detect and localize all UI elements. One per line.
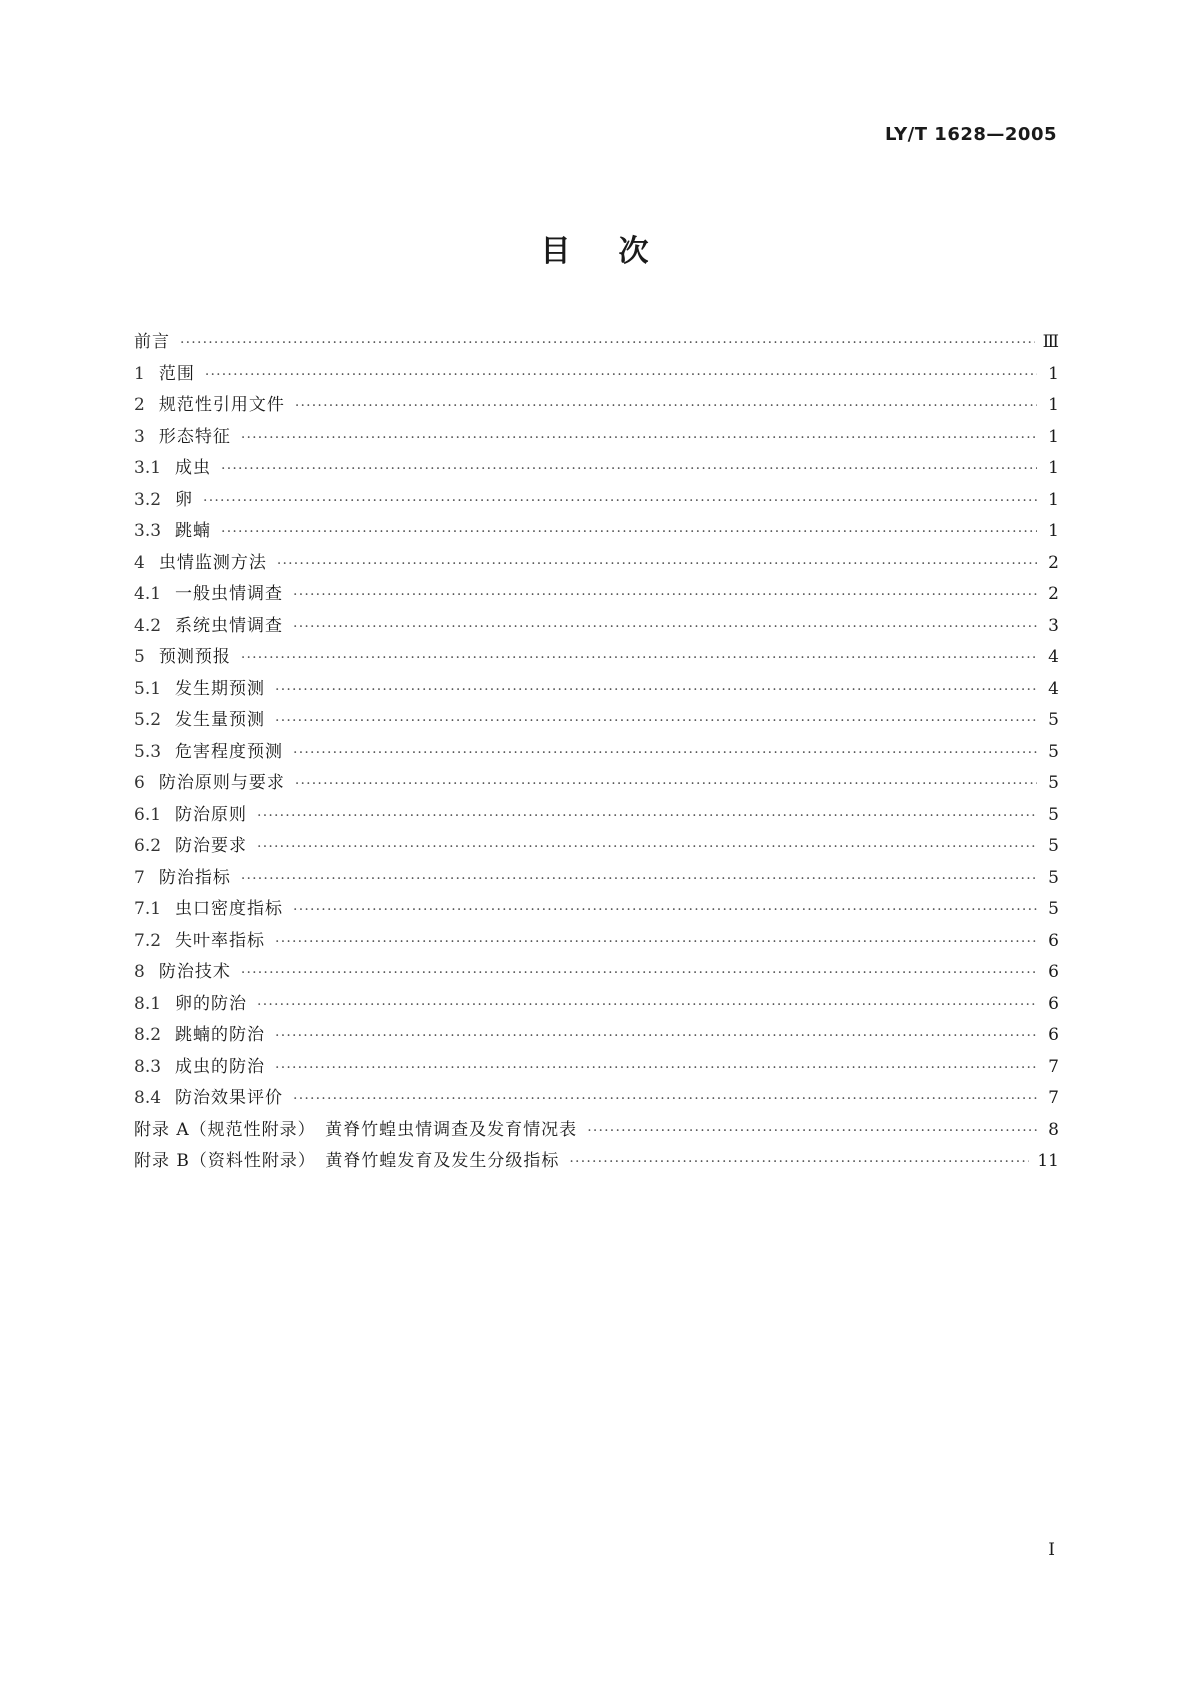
toc-entry-label: 卵的防治 (175, 993, 248, 1014)
toc-entry[interactable] (134, 579, 1059, 611)
toc-entry-label: 跳蝻 (175, 521, 212, 541)
dot-leader (221, 517, 1037, 549)
toc-entry[interactable] (134, 1052, 1059, 1084)
toc-entry-page: 1 (1048, 521, 1059, 541)
toc-entry-page: 7 (1048, 1056, 1059, 1077)
toc-entry-number: 4 (134, 552, 145, 573)
dot-leader (293, 738, 1037, 770)
toc-entry[interactable] (134, 642, 1059, 674)
toc-entry-number: 8.2 (134, 1025, 162, 1045)
toc-entry-page: 5 (1048, 836, 1059, 856)
toc-entry-number: 2 (134, 395, 145, 415)
page-title (0, 226, 1191, 270)
dot-leader (241, 643, 1037, 675)
toc-entry[interactable] (134, 957, 1059, 989)
dot-leader (293, 895, 1037, 927)
title-char-2: 次 (618, 234, 651, 269)
toc-entry-number: 3.1 (134, 458, 162, 478)
dot-leader (241, 958, 1037, 990)
toc-entry-number: 1 (134, 363, 145, 384)
toc-entry-label: 防治效果评价 (175, 1088, 284, 1108)
dot-leader (180, 328, 1035, 360)
toc-entry[interactable] (134, 926, 1059, 958)
dot-leader (295, 769, 1037, 801)
toc-entry-number: 3 (134, 426, 145, 447)
dot-leader (275, 1053, 1037, 1085)
toc-entry[interactable] (134, 894, 1059, 926)
toc-entry-label: 虫口密度指标 (175, 899, 284, 919)
toc-entry-label: 防治原则与要求 (158, 773, 285, 793)
toc-entry[interactable] (134, 390, 1059, 422)
toc-entry[interactable] (134, 611, 1059, 643)
toc-entry-number: 5.2 (134, 710, 162, 730)
toc-entry-number: 8.3 (134, 1056, 162, 1077)
toc-entry[interactable] (134, 831, 1059, 863)
toc-entry-page: 2 (1048, 552, 1059, 573)
toc-entry-page: 5 (1048, 773, 1059, 793)
toc-entry-label: 形态特征 (158, 426, 231, 447)
toc-entry[interactable] (134, 327, 1059, 359)
toc-entry-number: 4.1 (134, 584, 162, 604)
toc-entry-number: 7.2 (134, 930, 162, 951)
toc-entry-label: 规范性引用文件 (158, 395, 285, 415)
toc-entry-number: 7 (134, 867, 145, 888)
toc-entry-page: 7 (1048, 1088, 1059, 1108)
toc-entry-label: 卵 (175, 489, 194, 510)
toc-entry[interactable] (134, 674, 1059, 706)
dot-leader (221, 454, 1037, 486)
toc-entry-page: 3 (1048, 615, 1059, 636)
toc-entry-page: 1 (1048, 426, 1059, 447)
toc-entry-label: 预测预报 (158, 647, 231, 667)
toc-entry-label: 跳蝻的防治 (175, 1025, 266, 1045)
toc-entry[interactable] (134, 863, 1059, 895)
toc-entry-label: 前言 (134, 332, 170, 352)
dot-leader (293, 1084, 1037, 1116)
dot-leader (295, 391, 1037, 423)
page-number: I (1048, 1540, 1055, 1560)
toc-entry-page: 4 (1048, 678, 1059, 699)
dot-leader (257, 990, 1037, 1022)
title-char-1: 目 (540, 234, 573, 269)
toc-entry-number: 3.3 (134, 521, 162, 541)
toc-entry-page: 4 (1048, 647, 1059, 667)
toc-entry[interactable] (134, 705, 1059, 737)
toc-entry-label: 一般虫情调查 (175, 584, 284, 604)
dot-leader (241, 864, 1037, 896)
toc-entry-label: 系统虫情调查 (175, 615, 284, 636)
toc-entry-page: 6 (1048, 1025, 1059, 1045)
dot-leader (205, 360, 1037, 392)
toc-entry-page: 6 (1048, 930, 1059, 951)
dot-leader (275, 927, 1037, 959)
toc-entry-label: 附录 B（资料性附录） 黄脊竹蝗发育及发生分级指标 (134, 1151, 560, 1171)
toc-entry-number: 5.1 (134, 678, 162, 699)
toc-entry-page: 11 (1037, 1151, 1059, 1171)
toc-entry-page: 1 (1048, 458, 1059, 478)
toc-entry-label: 发生量预测 (175, 710, 266, 730)
toc-entry-label: 范围 (158, 363, 195, 384)
toc-entry-number: 8.1 (134, 993, 162, 1014)
toc-entry-page: 5 (1048, 741, 1059, 762)
dot-leader (275, 675, 1037, 707)
toc-entry-label: 虫情监测方法 (158, 552, 267, 573)
toc-entry[interactable] (134, 1020, 1059, 1052)
dot-leader (569, 1147, 1029, 1179)
toc-entry-number: 6.2 (134, 836, 162, 856)
toc-entry-page: 5 (1048, 804, 1059, 825)
toc-entry[interactable] (134, 989, 1059, 1021)
toc-entry-page: 6 (1048, 962, 1059, 982)
toc-entry-label: 失叶率指标 (175, 930, 266, 951)
toc-entry[interactable] (134, 516, 1059, 548)
toc-entry-page: 6 (1048, 993, 1059, 1014)
toc-entry[interactable] (134, 768, 1059, 800)
table-of-contents (134, 327, 1059, 1178)
dot-leader (257, 832, 1037, 864)
toc-entry-label: 防治指标 (158, 867, 231, 888)
toc-entry-label: 成虫的防治 (175, 1056, 266, 1077)
toc-entry[interactable] (134, 800, 1059, 832)
toc-entry-page: 5 (1048, 899, 1059, 919)
dot-leader (587, 1116, 1037, 1148)
toc-entry-label: 发生期预测 (175, 678, 266, 699)
toc-entry-page: 1 (1048, 395, 1059, 415)
dot-leader (277, 549, 1037, 581)
dot-leader (293, 612, 1037, 644)
toc-entry-page: 1 (1048, 363, 1059, 384)
toc-entry-number: 5.3 (134, 741, 162, 762)
toc-entry-number: 5 (134, 647, 145, 667)
toc-entry-label: 防治要求 (175, 836, 248, 856)
toc-entry[interactable] (134, 1083, 1059, 1115)
standard-number: LY/T 1628—2005 (884, 124, 1057, 145)
toc-entry-number: 7.1 (134, 899, 162, 919)
toc-entry[interactable] (134, 1146, 1059, 1178)
toc-entry-page: 5 (1048, 867, 1059, 888)
dot-leader (275, 706, 1037, 738)
toc-entry-number: 3.2 (134, 489, 162, 510)
toc-entry-label: 成虫 (175, 458, 212, 478)
toc-entry[interactable] (134, 1115, 1059, 1147)
toc-entry[interactable] (134, 453, 1059, 485)
dot-leader (293, 580, 1037, 612)
toc-entry-label: 防治技术 (158, 962, 231, 982)
toc-entry-number: 8.4 (134, 1088, 162, 1108)
dot-leader (241, 423, 1037, 455)
dot-leader (275, 1021, 1037, 1053)
toc-entry[interactable] (134, 548, 1059, 580)
toc-entry[interactable] (134, 359, 1059, 391)
toc-entry-label: 防治原则 (175, 804, 248, 825)
toc-entry[interactable] (134, 485, 1059, 517)
dot-leader (203, 486, 1037, 518)
toc-entry-page: 1 (1048, 489, 1059, 510)
toc-entry-page: Ⅲ (1042, 332, 1059, 352)
toc-entry-label: 危害程度预测 (175, 741, 284, 762)
toc-entry-page: 8 (1048, 1119, 1059, 1140)
toc-entry[interactable] (134, 737, 1059, 769)
toc-entry-number: 8 (134, 962, 145, 982)
toc-entry[interactable] (134, 422, 1059, 454)
toc-entry-page: 5 (1048, 710, 1059, 730)
toc-entry-page: 2 (1048, 584, 1059, 604)
toc-entry-number: 6 (134, 773, 145, 793)
toc-entry-number: 4.2 (134, 615, 162, 636)
toc-entry-number: 6.1 (134, 804, 162, 825)
dot-leader (257, 801, 1037, 833)
toc-entry-label: 附录 A（规范性附录） 黄脊竹蝗虫情调查及发育情况表 (134, 1119, 578, 1140)
